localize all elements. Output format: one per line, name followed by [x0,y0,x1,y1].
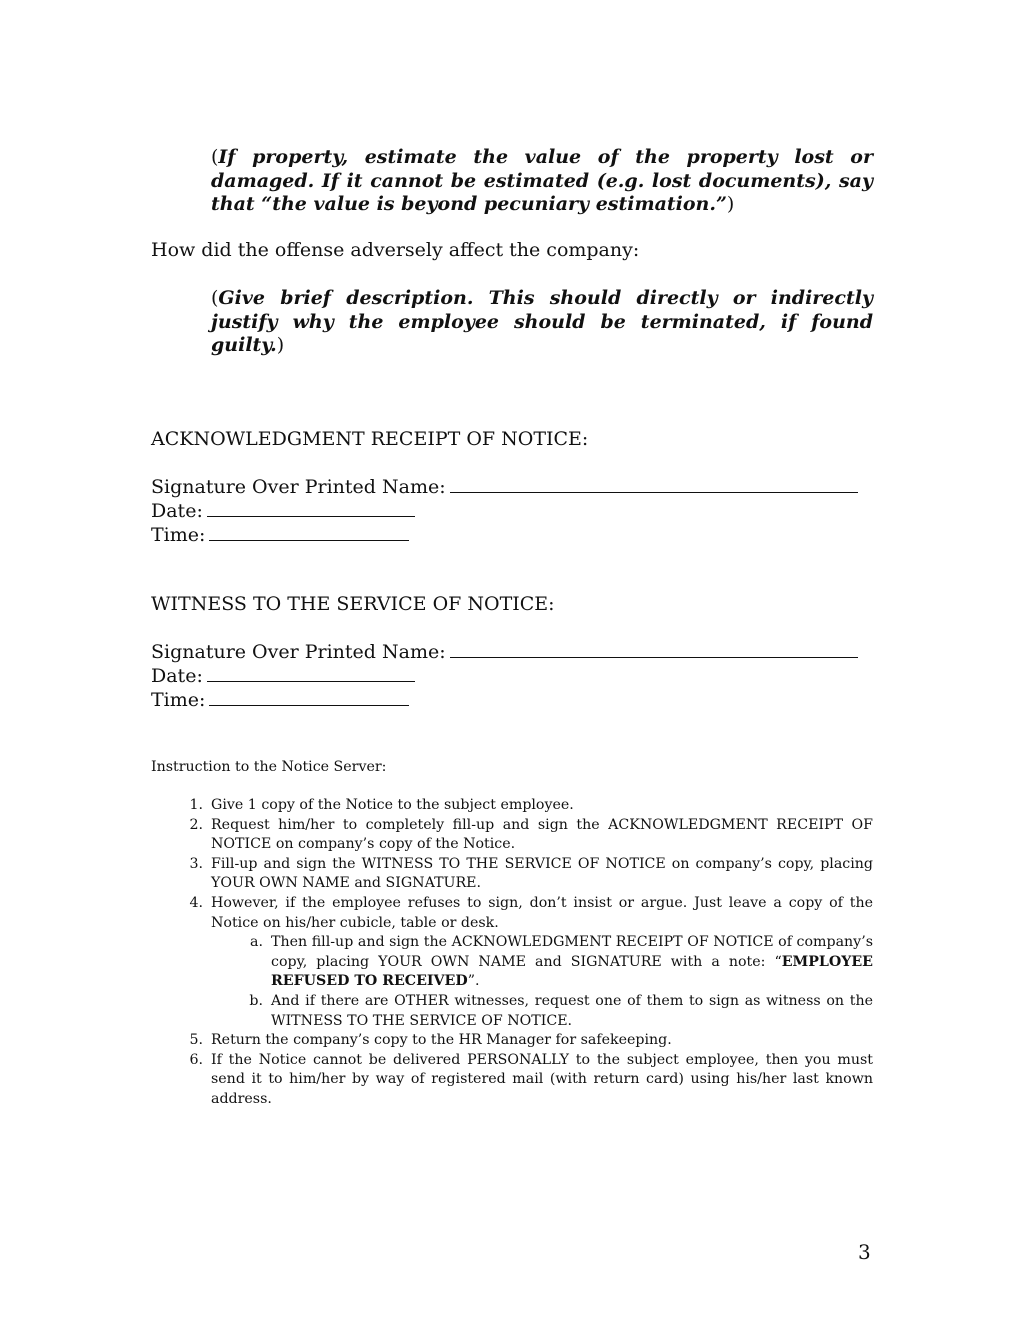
instructions-heading: Instruction to the Notice Server: [151,759,387,775]
witness-signature-row [151,640,858,664]
witness-time-field[interactable] [209,704,409,706]
property-value-note-text: If property, estimate the value of the property lost or damaged. If it cannot be estimated (e.g. lost documents), say that “the value is beyond pecuniary estimation.” [211,146,873,215]
ack-heading: ACKNOWLEDGMENT RECEIPT OF NOTICE: [151,428,589,450]
ack-date-field[interactable] [207,515,415,517]
list-item: 2. Request him/her to completely fill-up and sign the ACKNOWLEDGMENT RECEIPT OF NOTICE on company’s copy of the Notice. [189,816,873,853]
ack-signature-label: Signature Over Printed Name: [151,476,446,498]
list-item: 4. However, if the employee refuses to sign, don’t insist or argue. Just leave a copy of the Notice on his/her cubicle, table or desk. a. Then fill-up and sign the ACKNOWLEDGMENT RECEIPT OF NOTICE of company’s copy, placing YOUR OWN NAME and SIGNATURE with a note: “EMPLOYEE REFUSED TO RECEIVED”. b. And if there are OTHER witnesses, request one of them to sign as witness on the WITNESS TO THE SERVICE OF NOTICE. [211,894,873,1031]
witness-time-row [151,688,409,712]
list-item: 3. Fill-up and sign the WITNESS TO THE SERVICE OF NOTICE on company’s copy, placing YOUR OWN NAME and SIGNATURE. [189,855,873,892]
witness-date-row [151,664,415,688]
ack-time-field[interactable] [209,539,409,541]
ack-date-row [151,499,415,523]
list-item: 6. If the Notice cannot be delivered PERSONALLY to the subject employee, then you must send it to him/her by way of registered mail (with return card) using his/her last known address. [189,1051,873,1107]
page-number: 3 [858,1240,871,1264]
property-value-note: (If property, estimate the value of the property lost or damaged. If it cannot be estimated (e.g. lost documents), say that “the value is beyond pecuniary estimation.”) [211,146,873,215]
list-item: 5. Return the company’s copy to the HR Manager for safekeeping. [189,1032,672,1049]
witness-date-label: Date: [151,665,203,687]
affect-note: (Give brief description. This should directly or indirectly justify why the employee should be terminated, if found guilty.) [211,287,873,356]
ack-signature-field[interactable] [450,491,858,493]
affect-question: How did the offense adversely affect the company: [151,239,640,261]
witness-date-field[interactable] [207,680,415,682]
ack-time-label: Time: [151,524,206,546]
witness-signature-field[interactable] [450,656,858,658]
witness-heading: WITNESS TO THE SERVICE OF NOTICE: [151,593,555,615]
instructions-list [189,796,873,1110]
sub-list-item: b. And if there are OTHER witnesses, request one of them to sign as witness on the WITNESS TO THE SERVICE OF NOTICE. [249,992,873,1029]
sub-list-item: a. Then fill-up and sign the ACKNOWLEDGMENT RECEIPT OF NOTICE of company’s copy, placing YOUR OWN NAME and SIGNATURE with a note: “EMPLOYEE REFUSED TO RECEIVED”. [250,934,873,990]
witness-signature-label: Signature Over Printed Name: [151,641,446,663]
affect-note-text: Give brief description. This should directly or indirectly justify why the employee should be terminated, if found guilty. [211,287,873,356]
ack-date-label: Date: [151,500,203,522]
witness-time-label: Time: [151,689,206,711]
ack-signature-row [151,475,858,499]
list-item: 1. Give 1 copy of the Notice to the subject employee. [189,797,574,813]
ack-time-row [151,523,409,547]
